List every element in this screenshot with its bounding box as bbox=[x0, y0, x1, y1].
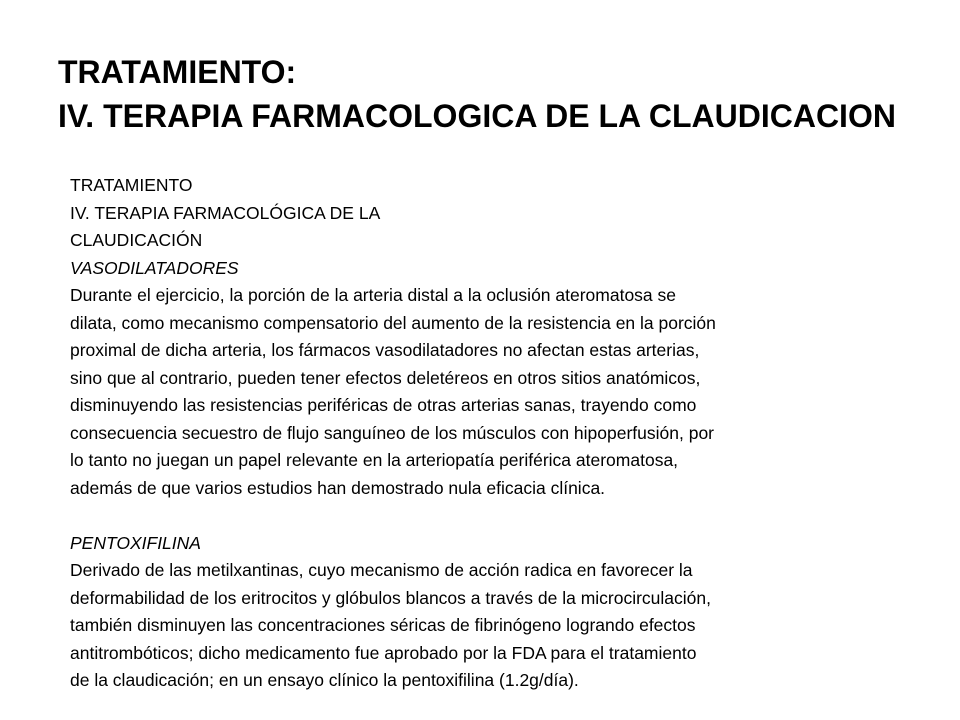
slide-title bbox=[58, 50, 938, 138]
paragraph-line: Derivado de las metilxantinas, cuyo mecanismo de acción radica en favorecer la bbox=[70, 560, 693, 580]
body-heading-line: CLAUDICACIÓN bbox=[70, 230, 203, 250]
paragraph-line: además de que varios estudios han demostrado nula eficacia clínica. bbox=[70, 477, 606, 498]
section-label-pentoxifilina: PENTOXIFILINA bbox=[70, 532, 201, 553]
paragraph-line: proximal de dicha arteria, los fármacos vasodilatadores no afectan estas arterias, bbox=[70, 340, 700, 360]
body-heading-line: TRATAMIENTO bbox=[70, 175, 193, 195]
paragraph-line: lo tanto no juegan un papel relevante en la arteriopatía periférica ateromatosa, bbox=[70, 450, 679, 470]
paragraph-line: deformabilidad de los eritrocitos y glóbulos blancos a través de la microcirculación, bbox=[70, 587, 712, 608]
blank-line bbox=[70, 502, 900, 530]
paragraph-line: antitrombóticos; dicho medicamento fue aprobado por la FDA para el tratamiento bbox=[70, 642, 697, 663]
slide-body bbox=[70, 172, 900, 695]
body-heading-line: IV. TERAPIA FARMACOLÓGICA DE LA bbox=[70, 202, 381, 223]
paragraph-line: también disminuyen las concentraciones séricas de fibrinógeno logrando efectos bbox=[70, 615, 696, 635]
paragraph-line: Durante el ejercicio, la porción de la arteria distal a la oclusión ateromatosa se bbox=[70, 285, 677, 305]
slide-title-line-2: IV. TERAPIA FARMACOLOGICA DE LA CLAUDICACION bbox=[58, 98, 896, 134]
slide-title-line-1: TRATAMIENTO: bbox=[58, 54, 297, 90]
paragraph-line: consecuencia secuestro de flujo sanguíneo de los músculos con hipoperfusión, por bbox=[70, 422, 715, 443]
paragraph-line: dilata, como mecanismo compensatorio del aumento de la resistencia en la porción bbox=[70, 312, 716, 333]
paragraph-line: sino que al contrario, pueden tener efectos deletéreos en otros sitios anatómicos, bbox=[70, 367, 701, 388]
paragraph-line: disminuyendo las resistencias periféricas de otras arterias sanas, trayendo como bbox=[70, 395, 697, 415]
paragraph-line: de la claudicación; en un ensayo clínico la pentoxifilina (1.2g/día). bbox=[70, 670, 579, 690]
section-label-vasodilatadores: VASODILATADORES bbox=[70, 257, 239, 278]
